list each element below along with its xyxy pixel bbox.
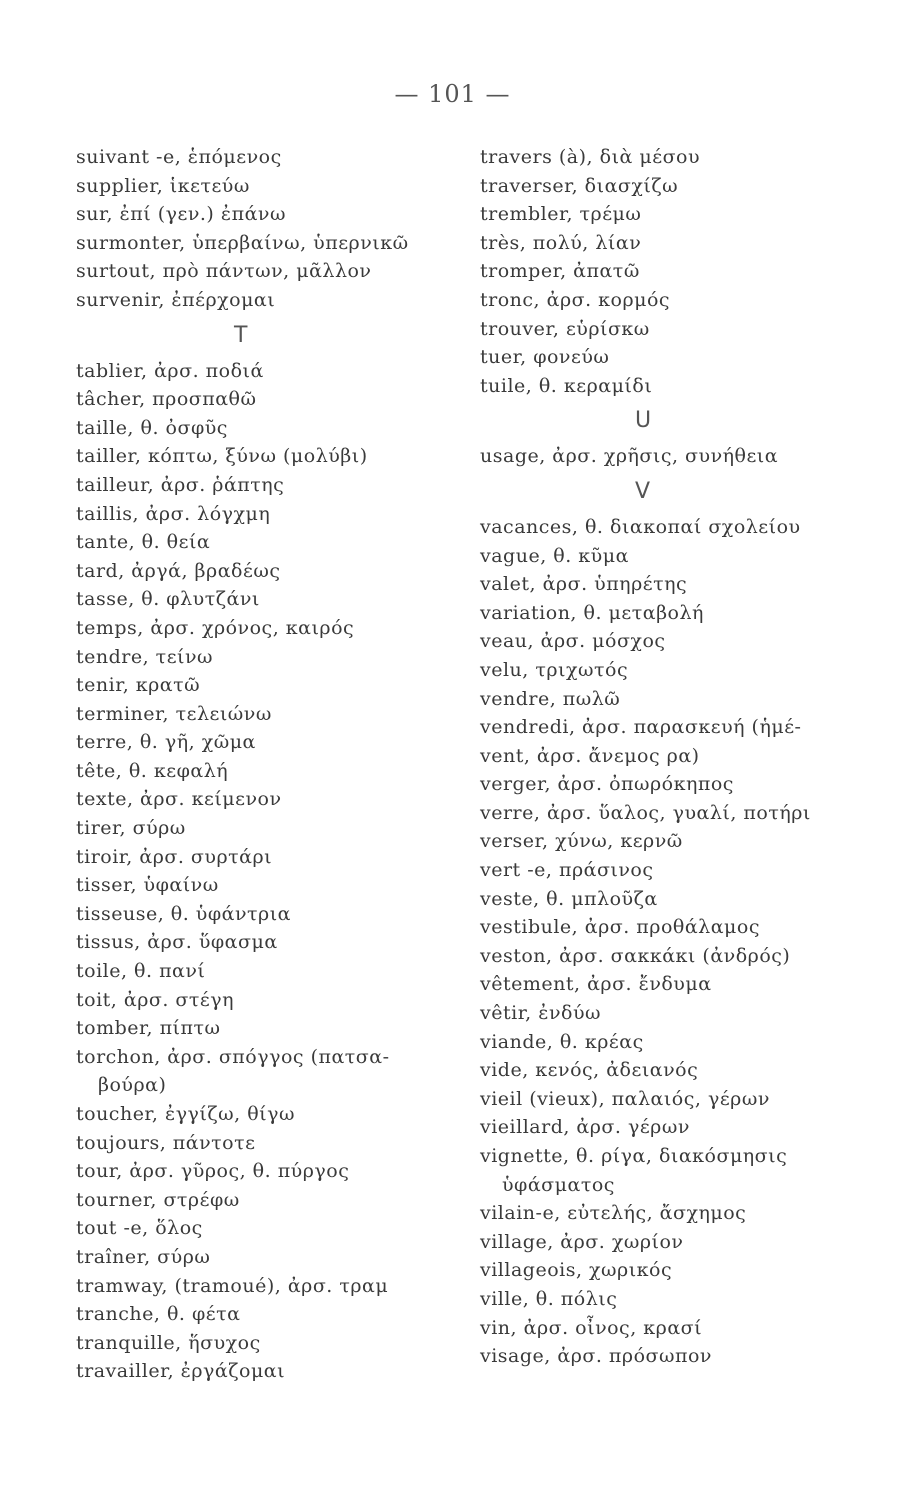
dictionary-entry: travers (à), διὰ μέσου [480, 146, 701, 168]
dictionary-entry: toile, θ. πανί [76, 960, 206, 983]
dictionary-entry: tromper, ἀπατῶ [480, 260, 640, 283]
dictionary-entry: verser, χύνω, κερνῶ [480, 830, 683, 853]
dictionary-entry: tasse, θ. φλυτζάνι [76, 588, 260, 611]
dictionary-entry: vignette, θ. ρίγα, διακόσμησις [480, 1145, 788, 1167]
dictionary-entry: tour, ἀρσ. γῦρος, θ. πύργος [76, 1160, 350, 1183]
dictionary-entry: vin, ἀρσ. οἶνος, κρασί [480, 1316, 703, 1339]
dictionary-entry: terre, θ. γῆ, χῶμα [76, 731, 256, 754]
dictionary-entry: vert -e, πράσινος [480, 859, 654, 882]
dictionary-entry: tailleur, ἀρσ. ῥάπτης [76, 473, 285, 496]
page-number: — 101 — [394, 80, 511, 108]
dictionary-entry: ville, θ. πόλις [480, 1287, 618, 1310]
dictionary-entry: tout -e, ὅλος [76, 1217, 203, 1240]
dictionary-entry: vieil (vieux), παλαιός, γέρων [480, 1087, 770, 1110]
dictionary-entry: tiroir, ἀρσ. συρτάρι [76, 845, 273, 868]
dictionary-entry: trembler, τρέμω [480, 203, 642, 226]
dictionary-entry: valet, ἀρσ. ὑπηρέτης [480, 573, 688, 596]
dictionary-entry: tourner, στρέφω [76, 1188, 240, 1211]
dictionary-entry: βούρα) [98, 1074, 167, 1097]
dictionary-entry: texte, ἀρσ. κείμενον [76, 788, 282, 811]
dictionary-entry: survenir, ἐπέρχομαι [76, 288, 276, 311]
dictionary-entry: suivant -e, ἑπόμενος [76, 146, 282, 168]
dictionary-entry: surmonter, ὑπερβαίνω, ὑπερνικῶ [76, 231, 409, 254]
dictionary-entry: tablier, ἀρσ. ποδιά [76, 359, 264, 382]
dictionary-entry: tisser, ὑφαίνω [76, 874, 219, 897]
dictionary-entry: sur, ἐπί (γεν.) ἐπάνω [76, 203, 286, 226]
dictionary-entry: velu, τριχωτός [480, 658, 629, 681]
dictionary-entry: veston, ἀρσ. σακκάκι (ἀνδρός) [480, 944, 791, 967]
dictionary-entry: vilain-e, εὐτελής, ἄσχημος [480, 1202, 747, 1225]
dictionary-entry: vestibule, ἀρσ. προθάλαμος [480, 916, 760, 939]
dictionary-entry: vent, ἀρσ. ἄνεμος ρα) [480, 744, 700, 767]
dictionary-entry: vendredi, ἀρσ. παρασκευή (ἡμέ- [480, 716, 802, 739]
left-column [76, 143, 436, 1386]
dictionary-entry: vieillard, ἀρσ. γέρων [480, 1116, 690, 1139]
dictionary-entry: usage, ἀρσ. χρῆσις, συνήθεια [480, 445, 779, 468]
dictionary-entry: supplier, ἱκετεύω [76, 174, 250, 197]
dictionary-entry: tomber, πίπτω [76, 1017, 221, 1040]
dictionary-entry: toujours, πάντοτε [76, 1131, 256, 1154]
dictionary-entry: villageois, χωρικός [480, 1259, 673, 1282]
dictionary-entry: verre, ἀρσ. ὕαλος, γυαλί, ποτήρι [480, 801, 811, 824]
dictionary-entry: tramway, (tramoué), ἀρσ. τραμ [76, 1274, 389, 1297]
section-letter: T [234, 322, 248, 348]
dictionary-entry: tronc, ἀρσ. κορμός [480, 288, 671, 311]
dictionary-entry: toit, ἀρσ. στέγη [76, 988, 234, 1011]
dictionary-entry: tisseuse, θ. ὑφάντρια [76, 902, 291, 925]
dictionary-entry: vendre, πωλῶ [480, 687, 621, 710]
dictionary-entry: terminer, τελειώνω [76, 702, 272, 725]
dictionary-entry: tâcher, προσπαθῶ [76, 388, 257, 411]
dictionary-entry: tranche, θ. φέτα [76, 1303, 241, 1326]
dictionary-entry: tenir, κρατῶ [76, 674, 201, 697]
dictionary-entry: vêtement, ἀρσ. ἔνδυμα [480, 973, 712, 996]
section-letter: U [635, 408, 652, 434]
dictionary-entry: travailler, ἐργάζομαι [76, 1360, 286, 1383]
dictionary-entry: veste, θ. μπλοῦζα [480, 887, 658, 910]
dictionary-entry: traîner, σύρω [76, 1245, 211, 1268]
dictionary-entry: tuer, φονεύω [480, 346, 610, 369]
section-letter: V [635, 478, 651, 504]
dictionary-entry: veau, ἀρσ. μόσχος [480, 630, 666, 653]
dictionary-entry: tante, θ. θεία [76, 531, 211, 554]
dictionary-entry: tête, θ. κεφαλή [76, 759, 229, 782]
dictionary-entry: tard, ἀργά, βραδέως [76, 559, 281, 582]
dictionary-entry: verger, ἀρσ. ὀπωρόκηπος [480, 773, 734, 796]
dictionary-entry: tissus, ἀρσ. ὕφασμα [76, 931, 278, 954]
dictionary-entry: tailler, κόπτω, ξύνω (μολύβι) [76, 445, 368, 468]
dictionary-entry: surtout, πρὸ πάντων, μᾶλλον [76, 260, 372, 283]
dictionary-entry: temps, ἀρσ. χρόνος, καιρός [76, 616, 355, 639]
dictionary-entry: trouver, εὑρίσκω [480, 317, 650, 340]
dictionary-entry: vêtir, ἐνδύω [480, 1002, 601, 1025]
dictionary-entry: vide, κενός, ἀδειανός [480, 1059, 699, 1082]
dictionary-entry: toucher, ἐγγίζω, θίγω [76, 1103, 295, 1125]
dictionary-entry: tendre, τείνω [76, 645, 214, 668]
dictionary-entry: taillis, ἀρσ. λόγχμη [76, 502, 271, 525]
dictionary-entry: tranquille, ἥσυχος [76, 1331, 261, 1354]
dictionary-entry: village, ἀρσ. χωρίον [480, 1230, 684, 1253]
dictionary-entry: traverser, διασχίζω [480, 174, 679, 197]
dictionary-entry: vague, θ. κῦμα [480, 544, 629, 567]
dictionary-entry: taille, θ. ὀσφῦς [76, 416, 228, 439]
dictionary-entry: viande, θ. κρέας [480, 1030, 644, 1053]
dictionary-entry: ὑφάσματος [502, 1173, 615, 1196]
dictionary-entry: très, πολύ, λίαν [480, 231, 642, 254]
dictionary-entry: vacances, θ. διακοπαί σχολείου [480, 515, 801, 538]
dictionary-entry: tuile, θ. κεραμίδι [480, 374, 653, 397]
right-column [480, 143, 880, 1371]
dictionary-entry: visage, ἀρσ. πρόσωπον [480, 1345, 712, 1368]
dictionary-entry: variation, θ. μεταβολή [480, 601, 704, 624]
dictionary-entry: torchon, ἀρσ. σπόγγος (πατσα- [76, 1045, 390, 1068]
dictionary-entry: tirer, σύρω [76, 817, 186, 840]
